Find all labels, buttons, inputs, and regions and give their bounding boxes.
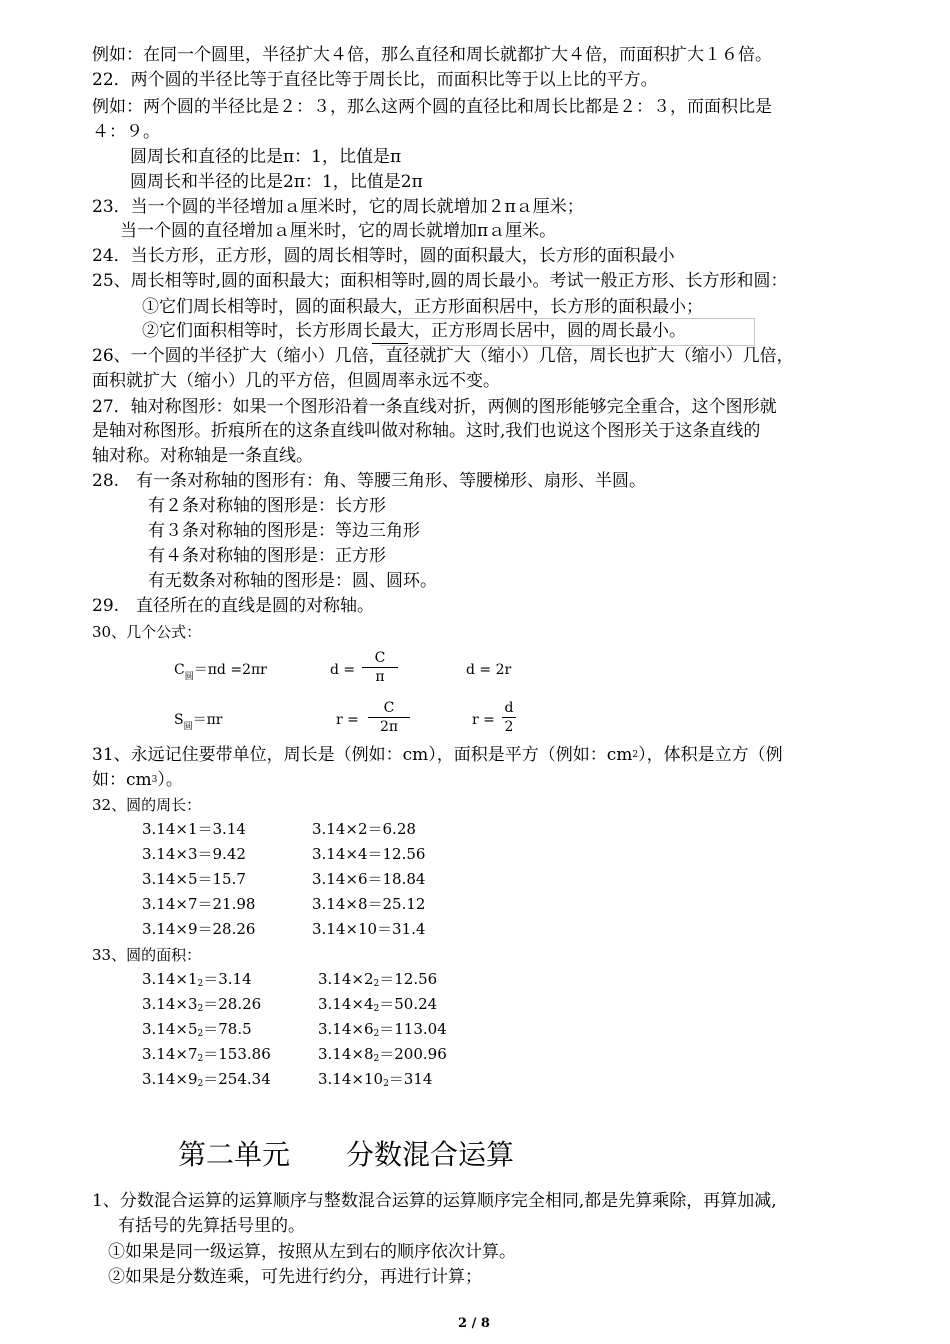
area-cell: $3.14\times 5_2=78.5$ — [142, 1020, 252, 1039]
example-line-1: 例如：在同一个圆里，半径扩大４倍，那么直径和周长就都扩大４倍，而面积扩大１６倍。 — [92, 45, 772, 65]
unit2-rule-1: ①如果是同一级运算，按照从左到右的顺序依次计算。 — [108, 1242, 516, 1262]
area-cell: $3.14\times 3_2=28.26$ — [142, 995, 262, 1014]
area-cell: $3.14\times 1_2=3.14$ — [142, 970, 252, 989]
ratio-diameter: 圆周长和直径的比是π：1，比值是π — [130, 147, 402, 167]
item-24: 24．当长方形，正方形，圆的周长相等时，圆的面积最大，长方形的面积最小 — [92, 246, 675, 266]
formula-area: $S_圆=\pi r$ — [174, 712, 223, 732]
item-26: 26、一个圆的半径扩大（缩小）几倍，直径就扩大（缩小）几倍，周长也扩大（缩小）几倍， — [92, 346, 794, 366]
circumference-cell: 3.14×3＝9.42 — [142, 845, 246, 863]
item-28-three-axes: 有３条对称轴的图形是：等边三角形 — [148, 521, 420, 541]
circumference-cell: 3.14×1＝3.14 — [142, 820, 246, 838]
ratio-radius: 圆周长和半径的比是2π：1，比值是2π — [130, 172, 423, 192]
formula-r2-fraction: d 2 — [502, 700, 516, 735]
circumference-cell: 3.14×8＝25.12 — [312, 895, 426, 913]
item-29: 29. 直径所在的直线是圆的对称轴。 — [92, 596, 375, 616]
circumference-cell: 3.14×9＝28.26 — [142, 920, 256, 938]
area-cell: $3.14\times 7_2=153.86$ — [142, 1045, 271, 1064]
unit2-item-1-cont: 有括号的先算括号里的。 — [118, 1216, 305, 1236]
item-32-title: 32、圆的周长： — [92, 796, 202, 814]
area-cell: $3.14\times 6_2=113.04$ — [318, 1020, 447, 1039]
item-23: 23．当一个圆的半径增加ａ厘米时，它的周长就增加２πａ厘米； — [92, 197, 584, 217]
formula-r2-lhs: r = — [472, 712, 495, 728]
item-27: 27．轴对称图形：如果一个图形沿着一条直线对折，两侧的图形能够完全重合，这个图形就 — [92, 397, 777, 417]
item-33-title: 33、圆的面积： — [92, 946, 202, 964]
item-27-cont-1: 是轴对称图形。折痕所在的这条直线叫做对称轴。这时,我们也说这个图形关于这条直线的 — [92, 421, 761, 441]
item-25-point-2: ②它们面积相等时，长方形周长最大，正方形周长居中，圆的周长最小。 — [142, 321, 686, 341]
example-line-2-cont: ４：９。 — [92, 122, 160, 142]
item-31-cont: 如：$cm^3$）。 — [92, 770, 183, 790]
item-27-cont-2: 轴对称。对称轴是一条直线。 — [92, 446, 313, 466]
formula-circumference: $C_圆=\pi d =2\pi r$ — [174, 662, 267, 682]
formula-d-lhs: d = — [330, 662, 356, 678]
example-line-2: 例如：两个圆的半径比是２：３，那么这两个圆的直径比和周长比都是２：３，而面积比是 — [92, 97, 772, 117]
item-28-two-axes: 有２条对称轴的图形是：长方形 — [148, 496, 386, 516]
unit2-item-1: 1、分数混合运算的运算顺序与整数混合运算的运算顺序完全相同,都是先算乘除，再算加减, — [92, 1191, 777, 1211]
item-28-four-axes: 有４条对称轴的图形是：正方形 — [148, 546, 386, 566]
circumference-cell: 3.14×5＝15.7 — [142, 870, 246, 888]
area-cell: $3.14\times 8_2=200.96$ — [318, 1045, 447, 1064]
circumference-cell: 3.14×6＝18.84 — [312, 870, 426, 888]
circumference-cell: 3.14×7＝21.98 — [142, 895, 256, 913]
item-22: 22．两个圆的半径比等于直径比等于周长比，而面积比等于以上比的平方。 — [92, 70, 658, 90]
item-28: 28. 有一条对称轴的图形有：角、等腰三角形、等腰梯形、扇形、半圆。 — [92, 471, 647, 491]
unit2-rule-2: ②如果是分数连乘，可先进行约分，再进行计算； — [108, 1267, 482, 1287]
circumference-cell: 3.14×4＝12.56 — [312, 845, 426, 863]
formula-d-2r: d = 2r — [466, 662, 512, 678]
formula-r-fraction: C 2π — [368, 700, 410, 735]
area-cell: $3.14\times 2_2=12.56$ — [318, 970, 438, 989]
unit-heading: 第二单元 分数混合运算 — [178, 1138, 515, 1171]
page-number: 2 / 8 — [458, 1316, 490, 1331]
underline-mark — [372, 343, 408, 344]
circumference-cell: 3.14×2＝6.28 — [312, 820, 416, 838]
item-26-cont: 面积就扩大（缩小）几的平方倍，但圆周率永远不变。 — [92, 371, 500, 391]
item-25: 25、周长相等时,圆的面积最大；面积相等时,圆的周长最小。考试一般正方形、长方形和圆： — [92, 271, 788, 291]
item-30-title: 30、几个公式： — [92, 623, 202, 641]
item-23-cont: 当一个圆的直径增加ａ厘米时，它的周长就增加πａ厘米。 — [120, 221, 557, 241]
circumference-cell: 3.14×10＝31.4 — [312, 920, 426, 938]
formula-d-fraction: C π — [362, 650, 398, 685]
area-cell: $3.14\times 10_2=314$ — [318, 1070, 433, 1089]
area-cell: $3.14\times 4_2=50.24$ — [318, 995, 438, 1014]
item-28-infinite-axes: 有无数条对称轴的图形是：圆、圆环。 — [148, 571, 437, 591]
item-31: 31、永远记住要带单位，周长是（例如：cm），面积是平方（例如：$cm^2$），体积是立方（例 — [92, 745, 783, 765]
formula-r-lhs: r = — [336, 712, 359, 728]
item-25-point-1: ①它们周长相等时，圆的面积最大，正方形面积居中，长方形的面积最小； — [142, 297, 703, 317]
area-cell: $3.14\times 9_2=254.34$ — [142, 1070, 271, 1089]
